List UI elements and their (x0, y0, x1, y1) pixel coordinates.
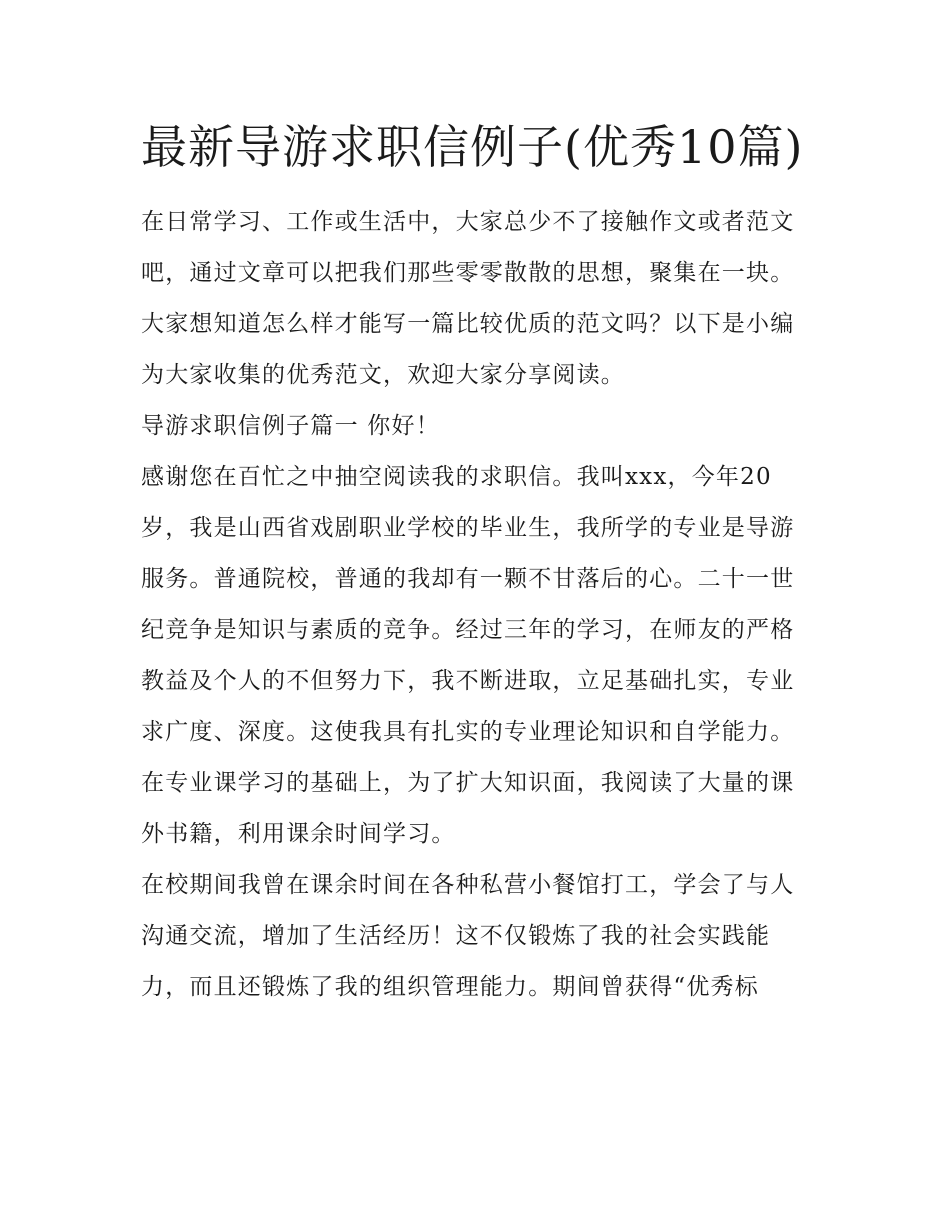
body-paragraph: 在校期间我曾在课余时间在各种私营小餐馆打工，学会了与人沟通交流，增加了生活经历！这不仅锻炼了我的社会实践能力，而且还锻炼了我的组织管理能力。期间曾获得“优秀标 (141, 872, 795, 1000)
document-title: 最新导游求职信例子(优秀10篇) (141, 120, 804, 174)
intro-paragraph: 在日常学习、工作或生活中，大家总少不了接触作文或者范文吧，通过文章可以把我们那些零零散散的思想，聚集在一块。大家想知道怎么样才能写一篇比较优质的范文吗？以下是小编为大家收集的优秀范文，欢迎大家分享阅读。 (141, 209, 795, 388)
document-page (141, 112, 813, 1013)
body-paragraph: 感谢您在百忙之中抽空阅读我的求职信。我叫xxx，今年20岁，我是山西省戏剧职业学校的毕业生，我所学的专业是导游服务。普通院校，普通的我却有一颗不甘落后的心。二十一世纪竞争是知识与素质的竞争。经过三年的学习，在师友的严格教益及个人的不但努力下，我不断进取，立足基础扎实，专业求广度、深度。这使我具有扎实的专业理论知识和自学能力。在专业课学习的基础上，为了扩大知识面，我阅读了大量的课外书籍，利用课余时间学习。 (141, 464, 795, 847)
section-heading-paragraph: 导游求职信例子篇一 你好！ (141, 413, 440, 439)
